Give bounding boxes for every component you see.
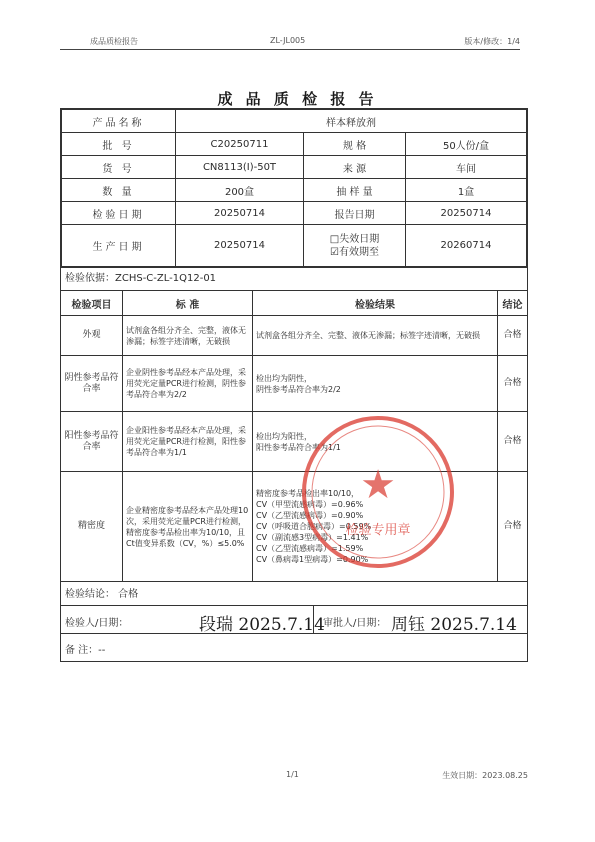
test-standard: 试剂盒各组分齐全、完整，液体无渗漏；标签字迹清晰，无破损: [123, 316, 253, 356]
test-conclusion: 合格: [498, 472, 528, 582]
test-item: 外观: [61, 316, 123, 356]
test-date-label: 检验日期: [62, 202, 176, 225]
test-conclusion: 合格: [498, 356, 528, 412]
reviewer-signature: 周钰 2025.7.14: [391, 615, 517, 635]
remark-row: 备 注：--: [60, 634, 528, 662]
test-date-value: 20250714: [176, 202, 304, 225]
page-number: 1/1: [286, 770, 299, 779]
batch-label: 批 号: [62, 133, 176, 156]
result-line: 阳性参考品符合率为1/1: [256, 442, 341, 452]
test-result: [253, 316, 498, 356]
result-line: CV（鼻病毒1型病毒）=0.90%: [256, 555, 369, 564]
issue-date: 生效日期：2023.08.25: [442, 771, 528, 780]
test-result: [253, 356, 498, 412]
prod-date-value: 20250714: [176, 225, 304, 267]
signature-divider: [313, 606, 314, 633]
header-version: 版本/修改：1/4: [464, 37, 520, 46]
test-conclusion-summary: 检验结论： 合格: [60, 578, 528, 606]
test-method: 检验依据：ZCHS-C-ZL-1Q12-01: [60, 262, 528, 290]
test-item: 阴性参考品符合率: [61, 356, 123, 412]
test-standard: 企业阴性参考品经本产品处理，采用荧光定量PCR进行检测，阴性参考品符合率为2/2: [123, 356, 253, 412]
test-standard: 企业阳性参考品经本产品处理，采用荧光定量PCR进行检测，阳性参考品符合率为1/1: [123, 412, 253, 472]
expiry-value: 20260714: [406, 225, 527, 267]
result-line: CV（副流感3型病毒）=1.41%: [256, 533, 369, 542]
result-line: CV（甲型流感病毒）=0.96%: [256, 500, 364, 509]
result-line: CV（乙型流感病毒）=0.90%: [256, 511, 364, 520]
page-title: 成 品 质 检 报 告: [217, 90, 378, 108]
result-line: CV（乙型流感病毒）=1.59%: [256, 544, 364, 553]
product-value: 样本释放剂: [176, 110, 527, 133]
spec-label: 规 格: [304, 133, 406, 156]
signature-row: [60, 606, 528, 634]
inspection-stamp: [298, 412, 458, 572]
result-line: 精密度参考品检出率10/10，: [256, 489, 360, 498]
result-line: 检出均为阳性，: [256, 431, 312, 441]
col-item: 检验项目: [61, 291, 123, 316]
test-standard: 企业精密度参考品经本产品处理10次，采用荧光定量PCR进行检测，精密度参考品检出率为10/10，且Ct值变异系数（CV，%）≤5.0%: [123, 472, 253, 582]
expiry-label-1: □失效日期: [329, 233, 380, 245]
cargo-label: 货 号: [62, 156, 176, 179]
header-divider: [60, 49, 520, 50]
source-label: 来 源: [304, 156, 406, 179]
prod-date-label: 生产日期: [62, 225, 176, 267]
header-doc-code: ZL-JL005: [270, 36, 306, 45]
sample-label: 抽 样 量: [304, 179, 406, 202]
test-item: 阳性参考品符合率: [61, 412, 123, 472]
col-standard: 标 准: [123, 291, 253, 316]
result-line: 试剂盒各组分齐全、完整、液体无渗漏；标签字迹清晰，无破损: [256, 331, 480, 340]
report-date-label: 报告日期: [304, 202, 406, 225]
sample-value: 1盒: [406, 179, 527, 202]
page-header: [60, 36, 520, 50]
expiry-label: [304, 225, 406, 267]
inspector-signature: 段瑞 2025.7.14: [199, 615, 325, 635]
test-conclusion: 合格: [498, 316, 528, 356]
source-value: 车间: [406, 156, 527, 179]
col-conclusion: 结论: [498, 291, 528, 316]
qty-value: 200盒: [176, 179, 304, 202]
inspector-label: 检验人/日期：: [65, 618, 129, 629]
test-conclusion: 合格: [498, 412, 528, 472]
reviewer-label: 审批人/日期：: [323, 618, 387, 629]
cargo-value: CN8113(I)-50T: [176, 156, 304, 179]
stamp-text: 检验专用章: [345, 523, 411, 538]
report-date-value: 20250714: [406, 202, 527, 225]
result-line: 检出均为阴性，: [256, 373, 312, 383]
col-result: 检验结果: [253, 291, 498, 316]
test-item: 精密度: [61, 472, 123, 582]
svg-text:★: ★: [360, 462, 396, 508]
batch-value: C20250711: [176, 133, 304, 156]
info-table: [60, 108, 528, 268]
product-label: 产品名称: [62, 110, 176, 133]
result-line: 阴性参考品符合率为2/2: [256, 384, 341, 394]
result-line: CV（呼吸道合胞病毒）=0.59%: [256, 522, 372, 531]
qty-label: 数 量: [62, 179, 176, 202]
spec-value: 50人份/盒: [406, 133, 527, 156]
expiry-label-2: ☑有效期至: [330, 246, 379, 258]
header-doc-name: 成品质检报告: [90, 37, 138, 46]
